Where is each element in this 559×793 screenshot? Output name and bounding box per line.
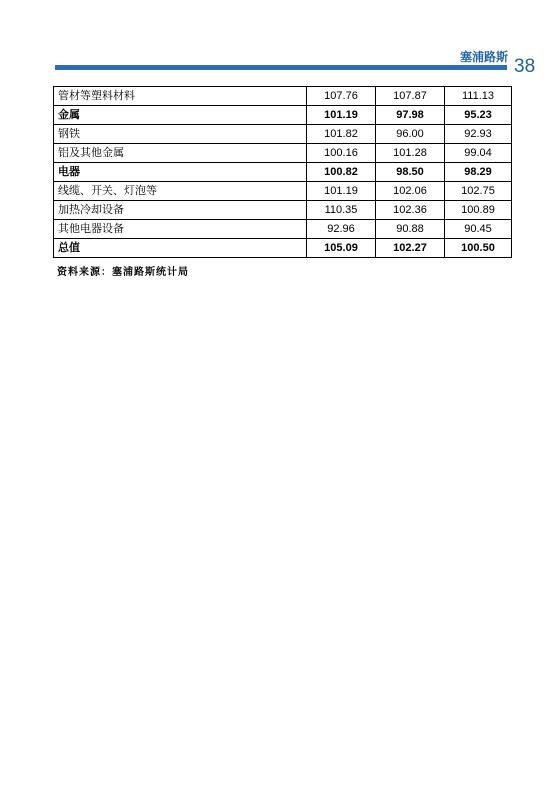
value-cell: 90.45 <box>445 220 512 239</box>
row-label: 其他电器设备 <box>54 220 307 239</box>
value-cell: 102.27 <box>376 239 445 258</box>
table-row <box>54 144 512 163</box>
header-rule <box>55 65 507 70</box>
table-row <box>54 106 512 125</box>
statistics-table <box>53 86 512 258</box>
value-cell: 90.88 <box>376 220 445 239</box>
value-cell: 97.98 <box>376 106 445 125</box>
table-row <box>54 87 512 106</box>
page-number: 38 <box>514 56 536 77</box>
value-cell: 99.04 <box>445 144 512 163</box>
value-cell: 100.89 <box>445 201 512 220</box>
value-cell: 107.87 <box>376 87 445 106</box>
value-cell: 92.96 <box>307 220 376 239</box>
row-label: 总值 <box>54 239 307 258</box>
value-cell: 102.06 <box>376 182 445 201</box>
value-cell: 101.28 <box>376 144 445 163</box>
value-cell: 101.19 <box>307 182 376 201</box>
source-note: 资料来源：塞浦路斯统计局 <box>57 267 189 278</box>
table-row <box>54 182 512 201</box>
header-title: 塞浦路斯 <box>459 50 508 64</box>
table-row <box>54 239 512 258</box>
value-cell: 101.82 <box>307 125 376 144</box>
row-label: 钢铁 <box>54 125 307 144</box>
value-cell: 107.76 <box>307 87 376 106</box>
value-cell: 111.13 <box>445 87 512 106</box>
value-cell: 100.82 <box>307 163 376 182</box>
value-cell: 98.50 <box>376 163 445 182</box>
row-label: 金属 <box>54 106 307 125</box>
table-row <box>54 201 512 220</box>
table-row <box>54 125 512 144</box>
value-cell: 102.36 <box>376 201 445 220</box>
row-label: 线缆、开关、灯泡等 <box>54 182 307 201</box>
value-cell: 101.19 <box>307 106 376 125</box>
value-cell: 110.35 <box>307 201 376 220</box>
row-label: 管材等塑料材料 <box>54 87 307 106</box>
value-cell: 98.29 <box>445 163 512 182</box>
value-cell: 96.00 <box>376 125 445 144</box>
table-body <box>54 87 512 258</box>
table-row <box>54 163 512 182</box>
row-label: 电器 <box>54 163 307 182</box>
value-cell: 100.50 <box>445 239 512 258</box>
table-row <box>54 220 512 239</box>
value-cell: 95.23 <box>445 106 512 125</box>
value-cell: 100.16 <box>307 144 376 163</box>
value-cell: 92.93 <box>445 125 512 144</box>
row-label: 加热冷却设备 <box>54 201 307 220</box>
value-cell: 105.09 <box>307 239 376 258</box>
value-cell: 102.75 <box>445 182 512 201</box>
row-label: 铝及其他金属 <box>54 144 307 163</box>
